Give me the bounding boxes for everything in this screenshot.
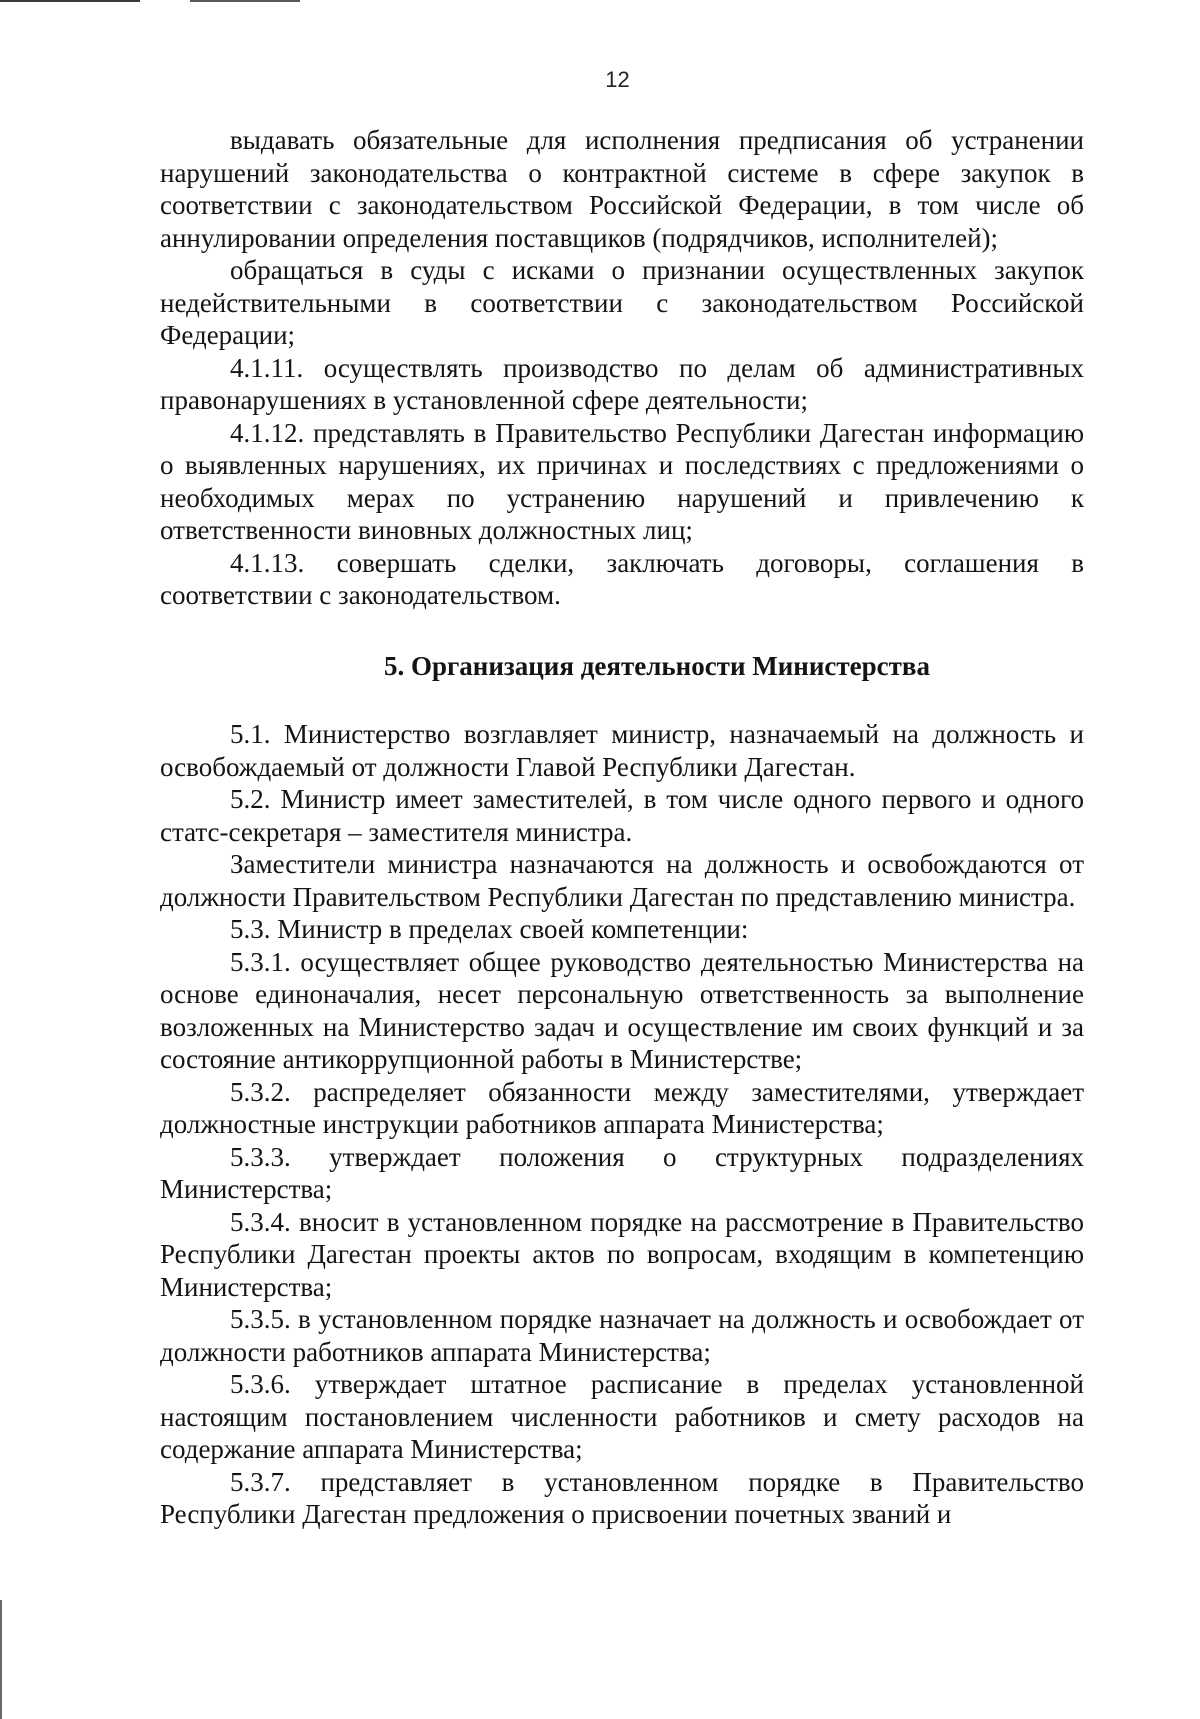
paragraph: 5.3.3. утверждает положения о структурных подразделениях Министерства; [160,1141,1084,1204]
paragraph: 5.3.7. представляет в установленном порядке в Правительство Республики Дагестан предложения о присвоении почетных званий и [160,1466,1084,1529]
section-heading: 5. Организация деятельности Министерства [384,650,930,681]
paragraph: 5.3.4. вносит в установленном порядке на рассмотрение в Правительство Республики Дагестан проекты актов по вопросам, входящим в компетенцию Министерства; [160,1206,1084,1302]
paragraph: 4.1.13. совершать сделки, заключать договоры, соглашения в соответствии с законодательством. [160,547,1084,610]
paragraph: 5.3.5. в установленном порядке назначает на должность и освобождает от должности работников аппарата Министерства; [160,1304,1084,1367]
paragraph: Заместители министра назначаются на должность и освобождаются от должности Правительством Республики Дагестан по представлению министра. [160,849,1084,912]
scan-edge-mark [190,0,300,2]
paragraph: 5.3.1. осуществляет общее руководство деятельностью Министерства на основе единоначалия, несет персональную ответственность за выполнение возложенных на Министерство задач и осуществление им своих функций и за состояние антикоррупционной работы в Министерстве; [160,946,1084,1074]
paragraph: 4.1.12. представлять в Правительство Республики Дагестан информацию о выявленных нарушениях, их причинах и последствиях с предложениями о необходимых мерах по устранению нарушений и привлечению к ответственности виновных должностных лиц; [160,417,1084,545]
scan-edge-mark [0,1600,2,1719]
paragraph: 4.1.11. осуществлять производство по делам об административных правонарушениях в установленной сфере деятельности; [160,352,1084,415]
paragraph: выдавать обязательные для исполнения предписания об устранении нарушений законодательства о контрактной системе в сфере закупок в соответствии с законодательством Российской Федерации, в том числе об аннулировании определения поставщиков (подрядчиков, исполнителей); [160,125,1084,253]
paragraph: обращаться в суды с исками о признании осуществленных закупок недействительными в соответствии с законодательством Российской Федерации; [160,255,1084,350]
scan-edge-mark [0,0,140,2]
paragraph: 5.3.2. распределяет обязанности между заместителями, утверждает должностные инструкции работников аппарата Министерства; [160,1076,1084,1139]
paragraph: 5.1. Министерство возглавляет министр, назначаемый на должность и освобождаемый от должности Главой Республики Дагестан. [160,719,1084,782]
paragraph: 5.3. Министр в пределах своей компетенции: [230,914,749,944]
document-body [160,124,1084,1531]
page-number: 12 [605,67,630,92]
paragraph: 5.2. Министр имеет заместителей, в том числе одного первого и одного статс-секретаря – заместителя министра. [160,784,1084,847]
paragraph: 5.3.6. утверждает штатное расписание в пределах установленной настоящим постановлением численности работников и смету расходов на содержание аппарата Министерства; [160,1369,1084,1464]
